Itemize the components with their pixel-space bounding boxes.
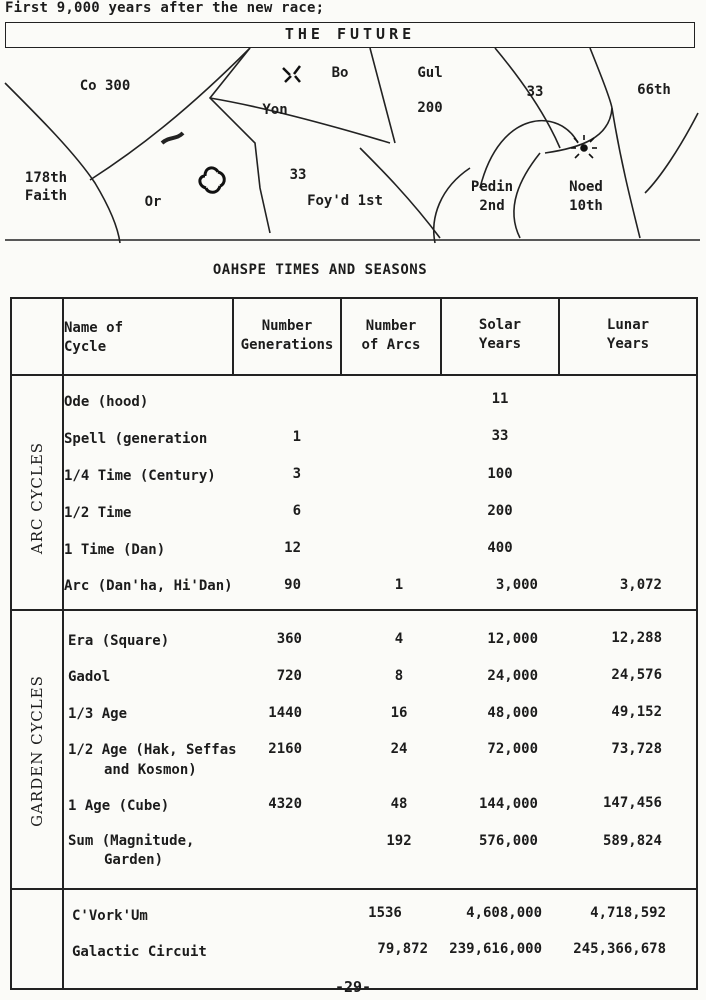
map-border-66 bbox=[590, 48, 612, 108]
map-label-33-mid: 33 bbox=[289, 167, 307, 183]
map-label-co300: Co 300 bbox=[79, 78, 131, 94]
map-border-bo-left bbox=[210, 48, 270, 233]
map-border-left-arc bbox=[5, 83, 120, 243]
header-name-of-cycle: Name of Cycle bbox=[64, 320, 124, 355]
future-title-box: THE FUTURE bbox=[5, 22, 695, 48]
map-label-pedin: Pedin bbox=[470, 179, 514, 195]
page-number: -29- bbox=[334, 978, 372, 996]
map-border-far-right bbox=[645, 113, 698, 193]
map-label-178th: 178th bbox=[24, 170, 68, 186]
header-number-generations: Number Generations bbox=[240, 318, 334, 353]
map-label-foyd: Foy'd 1st bbox=[307, 193, 383, 209]
crossed-marks-icon bbox=[283, 66, 300, 82]
map-label-gul: Gul bbox=[417, 65, 443, 81]
whirl-icon bbox=[200, 168, 224, 192]
map-arc-curve bbox=[480, 121, 578, 188]
page-caption: First 9,000 years after the new race; bbox=[5, 0, 325, 16]
header-lunar-years: Lunar Years bbox=[606, 317, 650, 352]
garden-cycles-label: GARDEN CYCLES bbox=[28, 675, 46, 827]
header-solar-years: Solar Years bbox=[478, 317, 522, 352]
map-label-noed-10th: 10th bbox=[569, 198, 603, 214]
header-number-of-arcs: Number of Arcs bbox=[361, 318, 421, 353]
map-border-bo-bottom bbox=[210, 98, 390, 143]
map-label-faith: Faith bbox=[24, 188, 68, 204]
map-label-33-top: 33 bbox=[526, 84, 544, 100]
section-heading: OAHSPE TIMES AND SEASONS bbox=[212, 262, 428, 278]
map-border-noed-right bbox=[612, 108, 640, 238]
map-border-noed bbox=[545, 108, 612, 153]
map-label-66th: 66th bbox=[637, 82, 671, 98]
map-label-yon: Yon bbox=[262, 102, 288, 118]
cycles-table: Name of Cycle Number Generations Number of Arcs Solar Years Lunar Years ARC CYCLES GARDEN CYCLES Ode (hood) 11 Spell (generation 1 33 1/4 Time (Century) 3 100 1/2 Time 6 200 1 Time (Dan) 12 400 Arc (Dan'ha, Hi'Dan) 90 1 3,000 3,072 Era (Square) 360 4 12,000 12,288 Gadol 720 8 24,000 24,576 1/3 Age 1440 16 48,000 49,152 1/2 Age (Hak, Seffas and Kosmon) 2160 24 72,000 73,728 1 Age (Cube) 4320 48 144,000 147,456 Sum (Magnitude, Garden) 192 576,000 589,824 C'Vork'Um 1536 4,608,000 4,718,592 Galactic Circuit 79,872 239,616,000 245,366,678 bbox=[10, 297, 698, 990]
map-squiggle bbox=[162, 133, 183, 143]
map-border-bo-right bbox=[370, 48, 395, 143]
map-label-or: Or bbox=[144, 194, 162, 210]
map-label-noed: Noed bbox=[569, 179, 603, 195]
arc-cycles-label: ARC CYCLES bbox=[28, 441, 46, 555]
map-label-bo: Bo bbox=[331, 65, 349, 81]
map-label-gul200: 200 bbox=[417, 100, 443, 116]
map-label-pedin-2nd: 2nd bbox=[479, 198, 505, 214]
